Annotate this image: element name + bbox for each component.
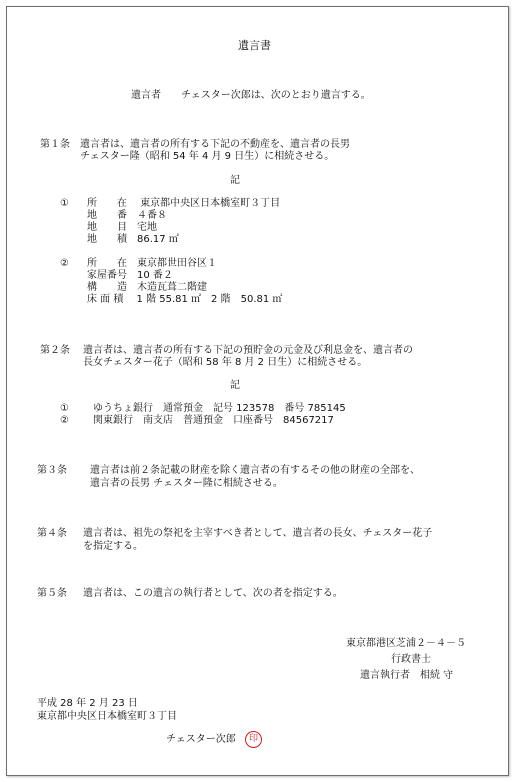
article4-line2: を指定する。 bbox=[83, 541, 143, 552]
property1-row: 所 在 東京都中央区日本橋室町３丁目 bbox=[87, 198, 281, 209]
property2-row: 床 面 積 1 階 55.81 ㎡ 2 階 50.81 ㎡ bbox=[87, 294, 283, 305]
property1-marker: ① bbox=[60, 198, 69, 209]
property2-row: 構 造 木造瓦葺二階建 bbox=[87, 282, 207, 293]
article2-ki: 記 bbox=[230, 380, 240, 391]
property2-row: 所 在 東京都世田谷区１ bbox=[87, 258, 217, 269]
article3-line1: 遺言者は前２条記載の財産を除く遺言者の有するその他の財産の全部を、 bbox=[90, 465, 420, 476]
article3-label: 第３条 bbox=[37, 465, 67, 476]
property1-row: 地 積 86.17 ㎡ bbox=[87, 234, 179, 245]
document-title: 遺言書 bbox=[238, 39, 271, 52]
article1-line2: チェスター隆（昭和 54 年 4 月 9 日生）に相続させる。 bbox=[80, 151, 335, 162]
signature-name: チェスター次郎 bbox=[166, 734, 236, 745]
account-item: 関東銀行 南支店 普通預金 口座番号 84567217 bbox=[93, 415, 334, 426]
property1-row: 地 番 ４番８ bbox=[87, 210, 167, 221]
article3-line2: 遺言者の長男 チェスター隆に相続させる。 bbox=[90, 478, 283, 489]
intro-line: 遺言者 チェスター次郎は、次のとおり遺言する。 bbox=[131, 90, 371, 101]
article2-label: 第２条 bbox=[40, 345, 70, 356]
article1-line1: 遺言者は、遺言者の所有する下記の不動産を、遺言者の長男 bbox=[80, 139, 350, 150]
executor-profession: 行政書士 bbox=[391, 654, 431, 665]
executor-name: 遺言執行者 相続 守 bbox=[360, 670, 454, 681]
signature-date: 平成 28 年 2 月 23 日 bbox=[37, 698, 138, 709]
account-item: ゆうちょ銀行 通常預金 記号 123578 番号 785145 bbox=[93, 403, 346, 414]
article1-ki: 記 bbox=[230, 175, 240, 186]
article1-label: 第１条 bbox=[40, 139, 70, 150]
article2-line1: 遺言者は、遺言者の所有する下記の預貯金の元金及び利息金を、遺言者の bbox=[83, 345, 413, 356]
article4-label: 第４条 bbox=[37, 528, 67, 539]
seal-stamp: 印 bbox=[245, 731, 262, 748]
article2-line2: 長女チェスター花子（昭和 58 年 8 月 2 日生）に相続させる。 bbox=[83, 357, 368, 368]
article5-line1: 遺言者は、この遺言の執行者として、次の者を指定する。 bbox=[83, 588, 343, 599]
property2-row: 家屋番号 10 番２ bbox=[87, 270, 173, 281]
executor-address: 東京都港区芝浦２－４－５ bbox=[346, 638, 466, 649]
article4-line1: 遺言者は、祖先の祭祀を主宰すべき者として、遺言者の長女、チェスター花子 bbox=[83, 528, 433, 539]
document-page bbox=[6, 6, 509, 776]
signature-address: 東京都中央区日本橋室町３丁目 bbox=[37, 711, 177, 722]
property2-marker: ② bbox=[60, 258, 69, 269]
account-marker: ② bbox=[60, 415, 69, 426]
article5-label: 第５条 bbox=[37, 588, 67, 599]
property1-row: 地 目 宅地 bbox=[87, 222, 157, 233]
account-marker: ① bbox=[60, 403, 69, 414]
